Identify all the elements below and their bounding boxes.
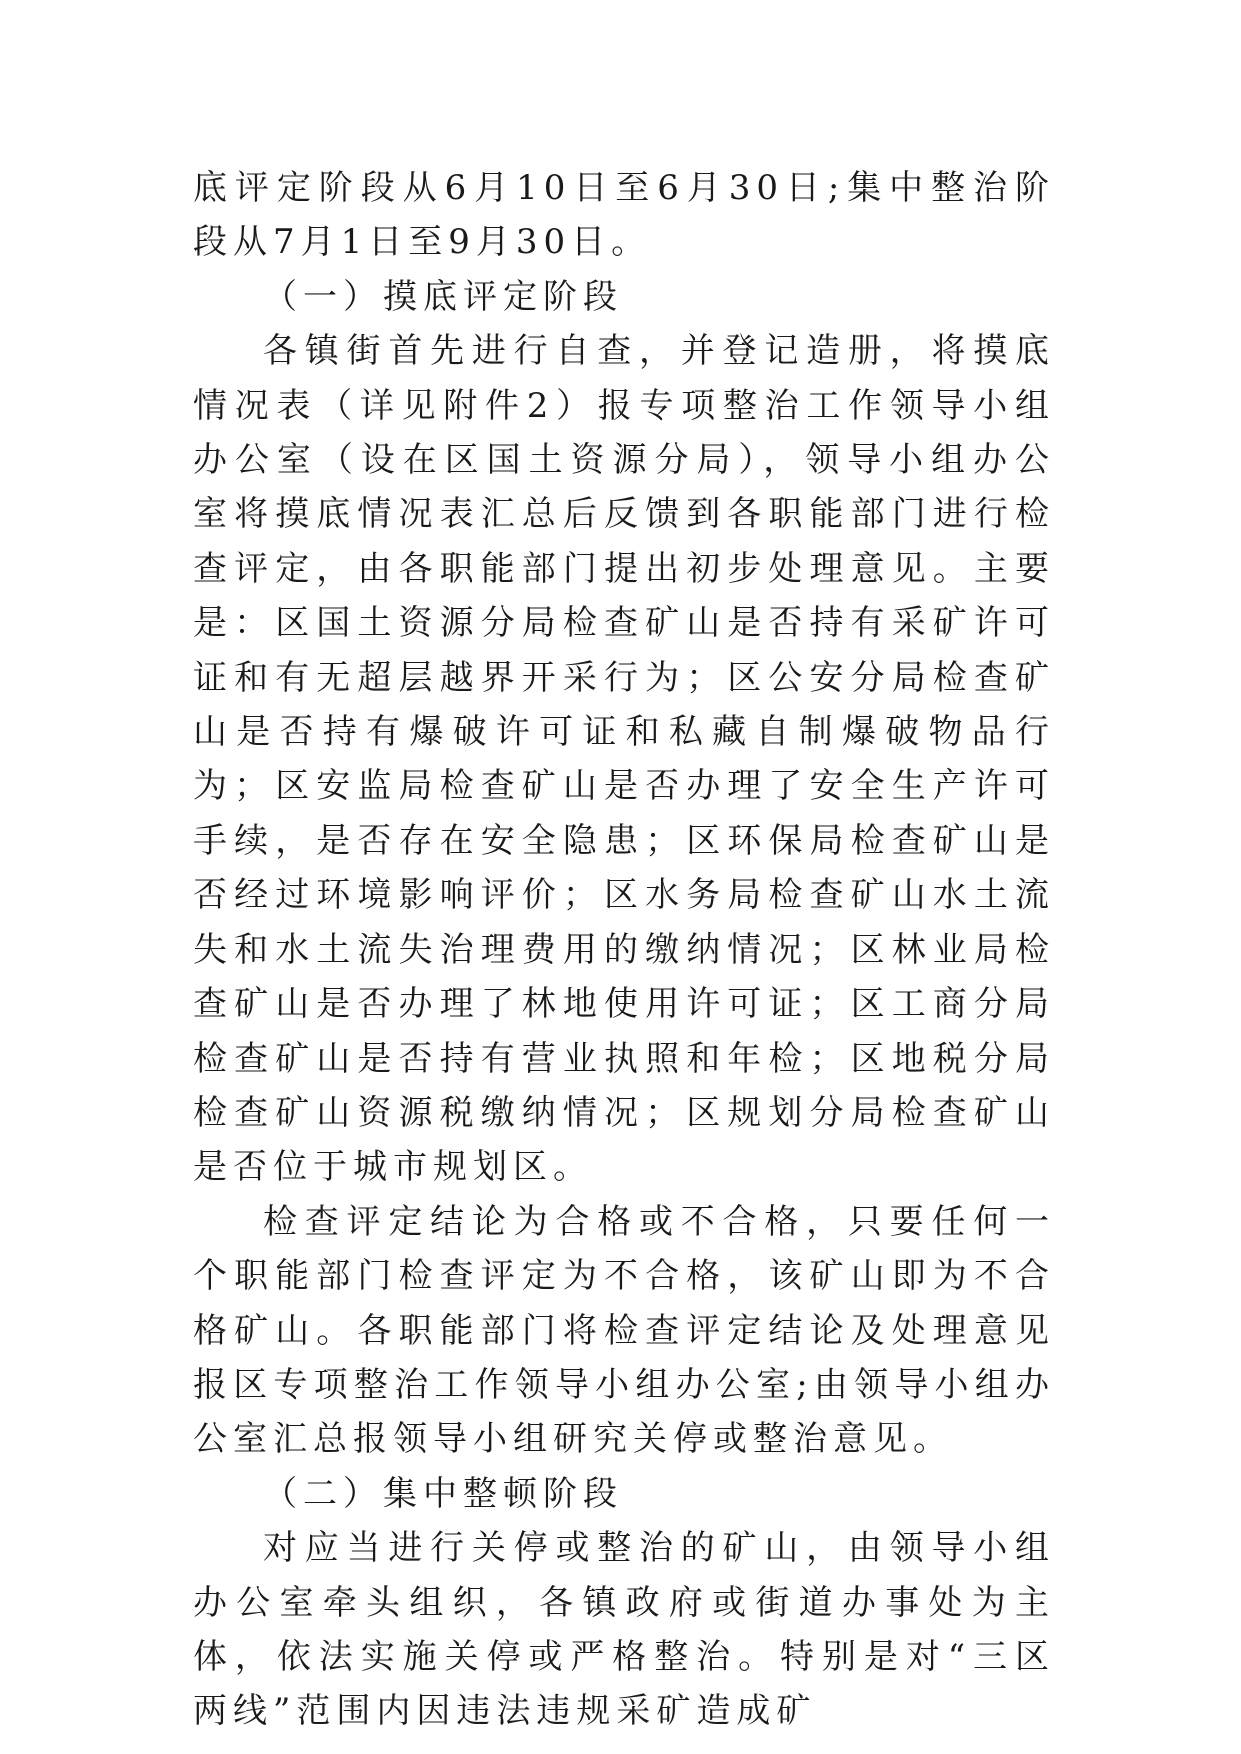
paragraph-evaluation-conclusion: 检查评定结论为合格或不合格，只要任何一个职能部门检查评定为不合格，该矿山即为不合格矿山。各职能部门将检查评定结论及处理意见报区专项整治工作领导小组办公室;由领导小组办公室汇总报领导小组研究关停或整治意见。	[193, 1201, 1055, 1460]
paragraph-rectification: 对应当进行关停或整治的矿山，由领导小组办公室牵头组织，各镇政府或街道办事处为主体，依法实施关停或严格整治。特别是对“三区两线”范围内因违法违规采矿造成矿	[193, 1528, 1055, 1732]
section-heading-2: （二）集中整顿阶段	[263, 1473, 623, 1514]
body-text	[193, 161, 1055, 1739]
paragraph-continuation: 底评定阶段从6月10日至6月30日;集中整治阶段从7月1日至9月30日。	[193, 168, 1055, 263]
paragraph-self-inspection: 各镇街首先进行自查，并登记造册，将摸底情况表（详见附件2）报专项整治工作领导小组办公室（设在区国土资源分局），领导小组办公室将摸底情况表汇总后反馈到各职能部门进行检查评定，由各职能部门提出初步处理意见。主要是：区国土资源分局检查矿山是否持有采矿许可证和有无超层越界开采行为；区公安分局检查矿山是否持有爆破许可证和私藏自制爆破物品行为；区安监局检查矿山是否办理了安全生产许可手续，是否存在安全隐患；区环保局检查矿山是否经过环境影响评价；区水务局检查矿山水土流失和水土流失治理费用的缴纳情况；区林业局检查矿山是否办理了林地使用许可证；区工商分局检查矿山是否持有营业执照和年检；区地税分局检查矿山资源税缴纳情况；区规划分局检查矿山是否位于城市规划区。	[193, 331, 1055, 1188]
section-heading-1: （一）摸底评定阶段	[263, 276, 623, 317]
